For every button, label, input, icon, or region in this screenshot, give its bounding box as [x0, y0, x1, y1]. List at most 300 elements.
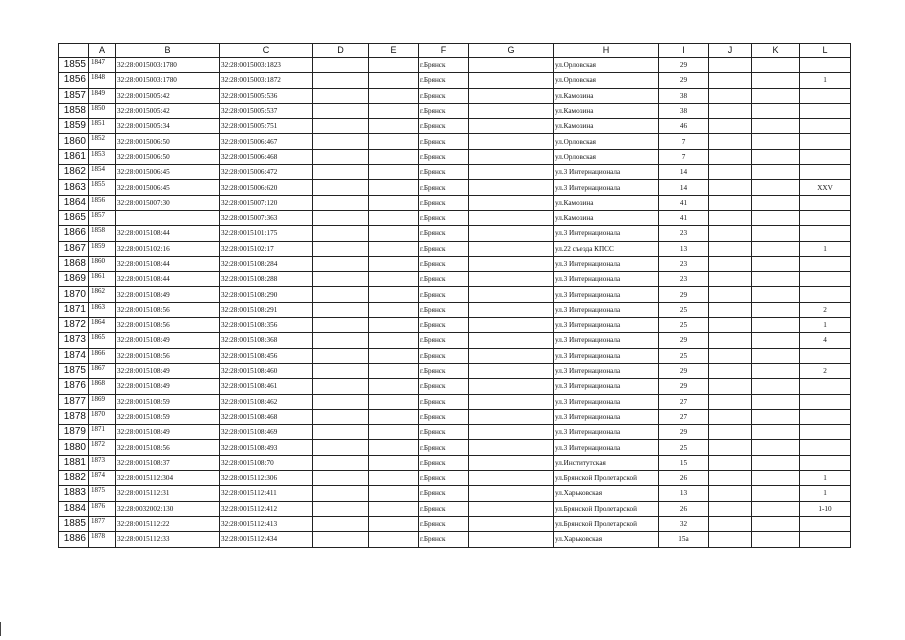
- col-c-cell[interactable]: 32:28:0015006:467: [220, 134, 313, 149]
- col-c-cell[interactable]: 32:28:0015108:469: [220, 425, 313, 440]
- col-l-cell[interactable]: 1: [800, 471, 851, 486]
- col-c-cell[interactable]: 32:28:0015007:363: [220, 210, 313, 225]
- col-b-cell[interactable]: [116, 210, 220, 225]
- col-a-cell[interactable]: 1878: [89, 532, 116, 547]
- col-l-cell[interactable]: [800, 88, 851, 103]
- col-c-cell[interactable]: 32:28:0015108:468: [220, 409, 313, 424]
- row-number-cell[interactable]: 1877: [59, 394, 89, 409]
- col-f-cell[interactable]: г.Брянск: [419, 195, 469, 210]
- col-d-cell[interactable]: [313, 455, 369, 470]
- col-h-cell[interactable]: ул.Орловская: [554, 58, 659, 73]
- col-b-cell[interactable]: 32:28:0015006:45: [116, 165, 220, 180]
- col-e-cell[interactable]: [369, 302, 419, 317]
- col-h-cell[interactable]: ул.Брянской Пролетарской: [554, 516, 659, 531]
- row-number-cell[interactable]: 1866: [59, 226, 89, 241]
- col-i-cell[interactable]: 38: [659, 103, 709, 118]
- col-j-cell[interactable]: [709, 103, 752, 118]
- col-c-cell[interactable]: 32:28:0015108:368: [220, 333, 313, 348]
- col-d-cell[interactable]: [313, 226, 369, 241]
- col-c-cell[interactable]: 32:28:0015005:537: [220, 103, 313, 118]
- col-l-cell[interactable]: [800, 149, 851, 164]
- col-k-cell[interactable]: [752, 119, 800, 134]
- col-b-cell[interactable]: 32:28:0015108:44: [116, 272, 220, 287]
- col-l-cell[interactable]: [800, 440, 851, 455]
- col-c-cell[interactable]: 32:28:0015005:536: [220, 88, 313, 103]
- row-number-cell[interactable]: 1885: [59, 516, 89, 531]
- col-j-cell[interactable]: [709, 379, 752, 394]
- col-c-cell[interactable]: 32:28:0015108:461: [220, 379, 313, 394]
- col-k-cell[interactable]: [752, 58, 800, 73]
- col-c-cell[interactable]: 32:28:0015006:468: [220, 149, 313, 164]
- col-b-cell[interactable]: 32:28:0015006:50: [116, 149, 220, 164]
- col-h-cell[interactable]: ул.3 Интернационала: [554, 409, 659, 424]
- col-a-cell[interactable]: 1860: [89, 256, 116, 271]
- col-h-cell[interactable]: ул.3 Интернационала: [554, 425, 659, 440]
- col-f-cell[interactable]: г.Брянск: [419, 348, 469, 363]
- col-a-cell[interactable]: 1874: [89, 471, 116, 486]
- col-d-cell[interactable]: [313, 501, 369, 516]
- col-h-cell[interactable]: ул.3 Интернационала: [554, 348, 659, 363]
- col-c-cell[interactable]: 32:28:0015006:620: [220, 180, 313, 195]
- col-k-cell[interactable]: [752, 272, 800, 287]
- col-j-cell[interactable]: [709, 73, 752, 88]
- col-l-cell[interactable]: 1: [800, 241, 851, 256]
- col-h-cell[interactable]: ул.3 Интернационала: [554, 394, 659, 409]
- col-h-cell[interactable]: ул.Харьковская: [554, 532, 659, 547]
- col-j-cell[interactable]: [709, 226, 752, 241]
- row-number-cell[interactable]: 1880: [59, 440, 89, 455]
- col-j-cell[interactable]: [709, 272, 752, 287]
- col-d-cell[interactable]: [313, 409, 369, 424]
- col-i-cell[interactable]: 23: [659, 256, 709, 271]
- col-i-cell[interactable]: 29: [659, 333, 709, 348]
- col-j-cell[interactable]: [709, 119, 752, 134]
- col-f-cell[interactable]: г.Брянск: [419, 532, 469, 547]
- col-h-cell[interactable]: ул.Орловская: [554, 149, 659, 164]
- col-b-cell[interactable]: 32:28:0015007:30: [116, 195, 220, 210]
- col-i-cell[interactable]: 32: [659, 516, 709, 531]
- col-e-cell[interactable]: [369, 501, 419, 516]
- col-c-cell[interactable]: 32:28:0015108:288: [220, 272, 313, 287]
- col-g-cell[interactable]: [469, 455, 554, 470]
- col-a-cell[interactable]: 1869: [89, 394, 116, 409]
- col-d-cell[interactable]: [313, 379, 369, 394]
- col-l-cell[interactable]: [800, 195, 851, 210]
- col-a-cell[interactable]: 1875: [89, 486, 116, 501]
- row-number-cell[interactable]: 1861: [59, 149, 89, 164]
- col-l-cell[interactable]: 1: [800, 486, 851, 501]
- col-b-cell[interactable]: 32:28:0015108:59: [116, 394, 220, 409]
- col-h-cell[interactable]: ул.Камозина: [554, 119, 659, 134]
- col-l-cell[interactable]: [800, 532, 851, 547]
- col-i-cell[interactable]: 7: [659, 134, 709, 149]
- col-i-cell[interactable]: 29: [659, 363, 709, 378]
- col-d-cell[interactable]: [313, 318, 369, 333]
- col-i-cell[interactable]: 29: [659, 287, 709, 302]
- col-h-cell[interactable]: ул.3 Интернационала: [554, 363, 659, 378]
- row-number-cell[interactable]: 1884: [59, 501, 89, 516]
- row-number-cell[interactable]: 1863: [59, 180, 89, 195]
- col-c-cell[interactable]: 32:28:0015003:1823: [220, 58, 313, 73]
- col-a-cell[interactable]: 1872: [89, 440, 116, 455]
- col-f-cell[interactable]: г.Брянск: [419, 149, 469, 164]
- col-a-cell[interactable]: 1867: [89, 363, 116, 378]
- col-c-cell[interactable]: 32:28:0015003:1872: [220, 73, 313, 88]
- col-g-cell[interactable]: [469, 501, 554, 516]
- col-f-cell[interactable]: г.Брянск: [419, 180, 469, 195]
- col-c-cell[interactable]: 32:28:0015112:412: [220, 501, 313, 516]
- col-g-cell[interactable]: [469, 287, 554, 302]
- col-i-cell[interactable]: 25: [659, 440, 709, 455]
- col-g-cell[interactable]: [469, 210, 554, 225]
- col-e-cell[interactable]: [369, 73, 419, 88]
- col-k-cell[interactable]: [752, 134, 800, 149]
- col-f-cell[interactable]: г.Брянск: [419, 501, 469, 516]
- col-e-cell[interactable]: [369, 318, 419, 333]
- col-b-cell[interactable]: 32:28:0015108:49: [116, 287, 220, 302]
- col-f-cell[interactable]: г.Брянск: [419, 226, 469, 241]
- col-b-cell[interactable]: 32:28:0015006:45: [116, 180, 220, 195]
- col-l-cell[interactable]: [800, 409, 851, 424]
- col-j-cell[interactable]: [709, 287, 752, 302]
- row-number-cell[interactable]: 1871: [59, 302, 89, 317]
- col-d-cell[interactable]: [313, 180, 369, 195]
- col-l-cell[interactable]: [800, 394, 851, 409]
- row-number-cell[interactable]: 1856: [59, 73, 89, 88]
- col-k-cell[interactable]: [752, 394, 800, 409]
- col-k-cell[interactable]: [752, 88, 800, 103]
- col-f-cell[interactable]: г.Брянск: [419, 516, 469, 531]
- col-h-cell[interactable]: ул.3 Интернационала: [554, 379, 659, 394]
- col-f-cell[interactable]: г.Брянск: [419, 103, 469, 118]
- col-f-cell[interactable]: г.Брянск: [419, 58, 469, 73]
- col-j-cell[interactable]: [709, 134, 752, 149]
- col-k-cell[interactable]: [752, 471, 800, 486]
- col-a-cell[interactable]: 1876: [89, 501, 116, 516]
- col-e-cell[interactable]: [369, 103, 419, 118]
- col-c-cell[interactable]: 32:28:0015108:290: [220, 287, 313, 302]
- column-header-l[interactable]: L: [800, 44, 851, 58]
- col-k-cell[interactable]: [752, 455, 800, 470]
- col-l-cell[interactable]: [800, 287, 851, 302]
- col-j-cell[interactable]: [709, 532, 752, 547]
- row-number-cell[interactable]: 1872: [59, 318, 89, 333]
- row-number-cell[interactable]: 1882: [59, 471, 89, 486]
- col-e-cell[interactable]: [369, 516, 419, 531]
- col-i-cell[interactable]: 14: [659, 180, 709, 195]
- col-d-cell[interactable]: [313, 58, 369, 73]
- col-f-cell[interactable]: г.Брянск: [419, 425, 469, 440]
- col-b-cell[interactable]: 32:28:0015112:31: [116, 486, 220, 501]
- col-d-cell[interactable]: [313, 73, 369, 88]
- col-k-cell[interactable]: [752, 256, 800, 271]
- col-k-cell[interactable]: [752, 210, 800, 225]
- col-j-cell[interactable]: [709, 363, 752, 378]
- col-k-cell[interactable]: [752, 501, 800, 516]
- col-h-cell[interactable]: ул.3 Интернационала: [554, 272, 659, 287]
- col-i-cell[interactable]: 26: [659, 501, 709, 516]
- col-k-cell[interactable]: [752, 165, 800, 180]
- col-f-cell[interactable]: г.Брянск: [419, 256, 469, 271]
- col-a-cell[interactable]: 1863: [89, 302, 116, 317]
- col-j-cell[interactable]: [709, 58, 752, 73]
- col-b-cell[interactable]: 32:28:0015108:37: [116, 455, 220, 470]
- col-l-cell[interactable]: [800, 103, 851, 118]
- col-j-cell[interactable]: [709, 241, 752, 256]
- col-l-cell[interactable]: [800, 119, 851, 134]
- col-e-cell[interactable]: [369, 195, 419, 210]
- col-i-cell[interactable]: 7: [659, 149, 709, 164]
- col-k-cell[interactable]: [752, 302, 800, 317]
- col-g-cell[interactable]: [469, 241, 554, 256]
- col-h-cell[interactable]: ул.3 Интернационала: [554, 318, 659, 333]
- col-c-cell[interactable]: 32:28:0015005:751: [220, 119, 313, 134]
- col-l-cell[interactable]: [800, 379, 851, 394]
- col-b-cell[interactable]: 32:28:0015003:1780: [116, 73, 220, 88]
- col-b-cell[interactable]: 32:28:0015108:56: [116, 318, 220, 333]
- col-d-cell[interactable]: [313, 119, 369, 134]
- col-f-cell[interactable]: г.Брянск: [419, 165, 469, 180]
- col-b-cell[interactable]: 32:28:0015102:16: [116, 241, 220, 256]
- col-i-cell[interactable]: 26: [659, 471, 709, 486]
- col-c-cell[interactable]: 32:28:0015108:493: [220, 440, 313, 455]
- col-a-cell[interactable]: 1864: [89, 318, 116, 333]
- col-d-cell[interactable]: [313, 333, 369, 348]
- col-f-cell[interactable]: г.Брянск: [419, 302, 469, 317]
- col-i-cell[interactable]: 23: [659, 272, 709, 287]
- col-a-cell[interactable]: 1861: [89, 272, 116, 287]
- col-e-cell[interactable]: [369, 455, 419, 470]
- col-b-cell[interactable]: 32:28:0015108:56: [116, 348, 220, 363]
- col-i-cell[interactable]: 25: [659, 302, 709, 317]
- col-j-cell[interactable]: [709, 440, 752, 455]
- col-e-cell[interactable]: [369, 88, 419, 103]
- col-g-cell[interactable]: [469, 272, 554, 287]
- col-d-cell[interactable]: [313, 88, 369, 103]
- col-k-cell[interactable]: [752, 195, 800, 210]
- col-k-cell[interactable]: [752, 333, 800, 348]
- col-b-cell[interactable]: 32:28:0015005:42: [116, 88, 220, 103]
- col-h-cell[interactable]: ул.Брянской Пролетарской: [554, 471, 659, 486]
- column-header-c[interactable]: C: [220, 44, 313, 58]
- col-c-cell[interactable]: 32:28:0015102:17: [220, 241, 313, 256]
- col-e-cell[interactable]: [369, 287, 419, 302]
- col-b-cell[interactable]: 32:28:0015112:33: [116, 532, 220, 547]
- col-a-cell[interactable]: 1853: [89, 149, 116, 164]
- col-a-cell[interactable]: 1855: [89, 180, 116, 195]
- col-h-cell[interactable]: ул.Камозина: [554, 210, 659, 225]
- corner-header-cell[interactable]: [59, 44, 89, 58]
- col-d-cell[interactable]: [313, 287, 369, 302]
- col-e-cell[interactable]: [369, 272, 419, 287]
- col-d-cell[interactable]: [313, 440, 369, 455]
- col-a-cell[interactable]: 1854: [89, 165, 116, 180]
- col-e-cell[interactable]: [369, 348, 419, 363]
- col-f-cell[interactable]: г.Брянск: [419, 134, 469, 149]
- col-d-cell[interactable]: [313, 241, 369, 256]
- col-k-cell[interactable]: [752, 516, 800, 531]
- col-f-cell[interactable]: г.Брянск: [419, 119, 469, 134]
- col-c-cell[interactable]: 32:28:0015112:413: [220, 516, 313, 531]
- col-h-cell[interactable]: ул.Брянской Пролетарской: [554, 501, 659, 516]
- col-j-cell[interactable]: [709, 455, 752, 470]
- col-e-cell[interactable]: [369, 256, 419, 271]
- col-b-cell[interactable]: 32:28:0015108:49: [116, 333, 220, 348]
- col-i-cell[interactable]: 41: [659, 210, 709, 225]
- col-b-cell[interactable]: 32:28:0015108:44: [116, 256, 220, 271]
- col-h-cell[interactable]: ул.3 Интернационала: [554, 180, 659, 195]
- col-g-cell[interactable]: [469, 302, 554, 317]
- col-h-cell[interactable]: ул.Орловская: [554, 134, 659, 149]
- col-c-cell[interactable]: 32:28:0015112:434: [220, 532, 313, 547]
- col-g-cell[interactable]: [469, 425, 554, 440]
- col-d-cell[interactable]: [313, 272, 369, 287]
- col-e-cell[interactable]: [369, 241, 419, 256]
- col-j-cell[interactable]: [709, 394, 752, 409]
- col-b-cell[interactable]: 32:28:0015112:22: [116, 516, 220, 531]
- col-e-cell[interactable]: [369, 486, 419, 501]
- column-header-d[interactable]: D: [313, 44, 369, 58]
- col-b-cell[interactable]: 32:28:0015108:49: [116, 379, 220, 394]
- col-l-cell[interactable]: [800, 272, 851, 287]
- col-j-cell[interactable]: [709, 409, 752, 424]
- col-g-cell[interactable]: [469, 103, 554, 118]
- col-d-cell[interactable]: [313, 256, 369, 271]
- col-l-cell[interactable]: [800, 256, 851, 271]
- col-a-cell[interactable]: 1850: [89, 103, 116, 118]
- row-number-cell[interactable]: 1858: [59, 103, 89, 118]
- col-l-cell[interactable]: [800, 58, 851, 73]
- col-c-cell[interactable]: 32:28:0015112:411: [220, 486, 313, 501]
- col-a-cell[interactable]: 1858: [89, 226, 116, 241]
- row-number-cell[interactable]: 1855: [59, 58, 89, 73]
- col-l-cell[interactable]: [800, 134, 851, 149]
- col-h-cell[interactable]: ул.3 Интернационала: [554, 287, 659, 302]
- row-number-cell[interactable]: 1881: [59, 455, 89, 470]
- col-f-cell[interactable]: г.Брянск: [419, 379, 469, 394]
- col-i-cell[interactable]: 41: [659, 195, 709, 210]
- row-number-cell[interactable]: 1860: [59, 134, 89, 149]
- col-f-cell[interactable]: г.Брянск: [419, 241, 469, 256]
- col-c-cell[interactable]: 32:28:0015108:462: [220, 394, 313, 409]
- col-h-cell[interactable]: ул.Камозина: [554, 88, 659, 103]
- col-b-cell[interactable]: 32:28:0015108:56: [116, 302, 220, 317]
- row-number-cell[interactable]: 1873: [59, 333, 89, 348]
- col-b-cell[interactable]: 32:28:0032002:130: [116, 501, 220, 516]
- col-l-cell[interactable]: 1: [800, 318, 851, 333]
- col-k-cell[interactable]: [752, 180, 800, 195]
- row-number-cell[interactable]: 1857: [59, 88, 89, 103]
- col-g-cell[interactable]: [469, 134, 554, 149]
- col-g-cell[interactable]: [469, 440, 554, 455]
- col-d-cell[interactable]: [313, 394, 369, 409]
- column-header-f[interactable]: F: [419, 44, 469, 58]
- col-j-cell[interactable]: [709, 302, 752, 317]
- col-f-cell[interactable]: г.Брянск: [419, 73, 469, 88]
- col-g-cell[interactable]: [469, 226, 554, 241]
- col-j-cell[interactable]: [709, 318, 752, 333]
- col-i-cell[interactable]: 27: [659, 409, 709, 424]
- col-k-cell[interactable]: [752, 149, 800, 164]
- col-b-cell[interactable]: 32:28:0015108:59: [116, 409, 220, 424]
- col-i-cell[interactable]: 27: [659, 394, 709, 409]
- col-j-cell[interactable]: [709, 165, 752, 180]
- col-g-cell[interactable]: [469, 363, 554, 378]
- col-e-cell[interactable]: [369, 471, 419, 486]
- col-h-cell[interactable]: ул.3 Интернационала: [554, 165, 659, 180]
- col-e-cell[interactable]: [369, 149, 419, 164]
- col-j-cell[interactable]: [709, 149, 752, 164]
- col-d-cell[interactable]: [313, 425, 369, 440]
- col-d-cell[interactable]: [313, 532, 369, 547]
- col-g-cell[interactable]: [469, 379, 554, 394]
- col-f-cell[interactable]: г.Брянск: [419, 333, 469, 348]
- column-header-h[interactable]: H: [554, 44, 659, 58]
- col-h-cell[interactable]: ул.Харьковская: [554, 486, 659, 501]
- col-c-cell[interactable]: 32:28:0015108:70: [220, 455, 313, 470]
- col-k-cell[interactable]: [752, 226, 800, 241]
- col-g-cell[interactable]: [469, 409, 554, 424]
- row-number-cell[interactable]: 1865: [59, 210, 89, 225]
- col-g-cell[interactable]: [469, 532, 554, 547]
- col-k-cell[interactable]: [752, 287, 800, 302]
- col-k-cell[interactable]: [752, 409, 800, 424]
- col-a-cell[interactable]: 1847: [89, 58, 116, 73]
- col-j-cell[interactable]: [709, 88, 752, 103]
- col-d-cell[interactable]: [313, 302, 369, 317]
- col-f-cell[interactable]: г.Брянск: [419, 394, 469, 409]
- col-a-cell[interactable]: 1862: [89, 287, 116, 302]
- col-a-cell[interactable]: 1866: [89, 348, 116, 363]
- row-number-cell[interactable]: 1859: [59, 119, 89, 134]
- col-f-cell[interactable]: г.Брянск: [419, 409, 469, 424]
- col-k-cell[interactable]: [752, 440, 800, 455]
- col-e-cell[interactable]: [369, 134, 419, 149]
- col-l-cell[interactable]: 2: [800, 302, 851, 317]
- col-g-cell[interactable]: [469, 256, 554, 271]
- col-i-cell[interactable]: 15а: [659, 532, 709, 547]
- row-number-cell[interactable]: 1868: [59, 256, 89, 271]
- col-i-cell[interactable]: 25: [659, 348, 709, 363]
- col-k-cell[interactable]: [752, 318, 800, 333]
- col-g-cell[interactable]: [469, 149, 554, 164]
- col-a-cell[interactable]: 1852: [89, 134, 116, 149]
- col-e-cell[interactable]: [369, 165, 419, 180]
- col-l-cell[interactable]: [800, 226, 851, 241]
- col-h-cell[interactable]: ул.3 Интернационала: [554, 440, 659, 455]
- col-k-cell[interactable]: [752, 532, 800, 547]
- column-header-a[interactable]: A: [89, 44, 116, 58]
- col-f-cell[interactable]: г.Брянск: [419, 363, 469, 378]
- col-d-cell[interactable]: [313, 103, 369, 118]
- col-b-cell[interactable]: 32:28:0015108:44: [116, 226, 220, 241]
- row-number-cell[interactable]: 1876: [59, 379, 89, 394]
- col-j-cell[interactable]: [709, 210, 752, 225]
- col-g-cell[interactable]: [469, 58, 554, 73]
- col-h-cell[interactable]: ул.Институтская: [554, 455, 659, 470]
- col-j-cell[interactable]: [709, 348, 752, 363]
- col-a-cell[interactable]: 1849: [89, 88, 116, 103]
- col-e-cell[interactable]: [369, 226, 419, 241]
- col-k-cell[interactable]: [752, 103, 800, 118]
- row-number-cell[interactable]: 1864: [59, 195, 89, 210]
- col-b-cell[interactable]: 32:28:0015003:1780: [116, 58, 220, 73]
- col-b-cell[interactable]: 32:28:0015112:304: [116, 471, 220, 486]
- col-c-cell[interactable]: 32:28:0015108:291: [220, 302, 313, 317]
- col-g-cell[interactable]: [469, 195, 554, 210]
- col-e-cell[interactable]: [369, 409, 419, 424]
- col-f-cell[interactable]: г.Брянск: [419, 287, 469, 302]
